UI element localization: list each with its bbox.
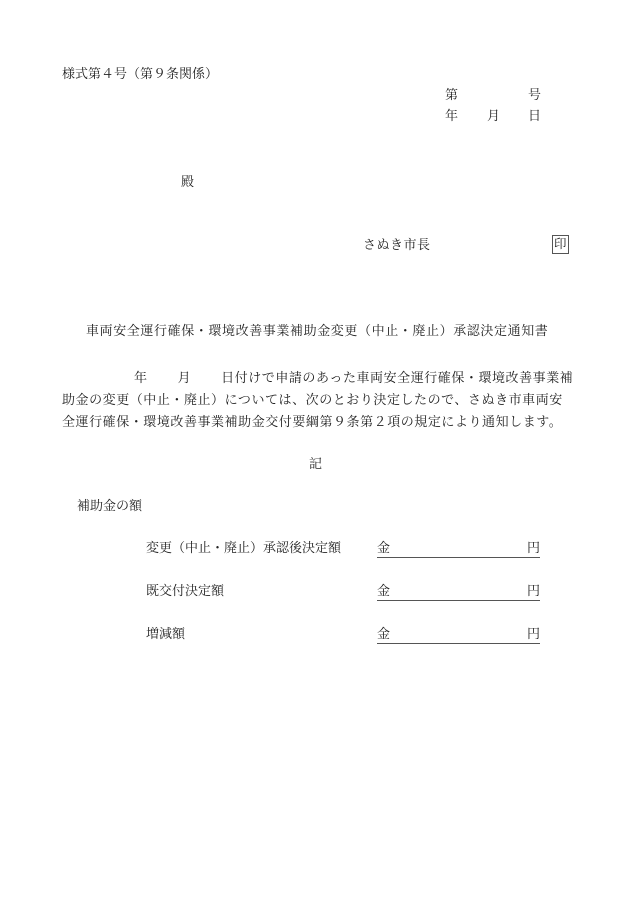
yen-unit: 円	[526, 541, 540, 556]
body-line-2: 助金の変更（中止・廃止）については、次のとおり決定したので、さぬき市車両安	[62, 393, 563, 408]
subsidy-amount-heading: 補助金の額	[77, 499, 143, 514]
body-year-label: 年	[134, 371, 148, 386]
yen-unit: 円	[526, 584, 540, 599]
date-year-label: 年	[445, 109, 459, 124]
seal-mark: 印	[552, 235, 569, 254]
body-line-1-text: 日付けで申請のあった車両安全運行確保・環境改善事業補	[221, 371, 574, 386]
date-month-label: 月	[487, 109, 501, 124]
approved-amount-field[interactable]	[377, 542, 540, 558]
document-title: 車両安全運行確保・環境改善事業補助金変更（中止・廃止）承認決定通知書	[86, 324, 549, 339]
ki-heading: 記	[309, 457, 323, 472]
existing-amount-label: 既交付決定額	[146, 584, 225, 599]
form-number: 様式第４号（第９条関係）	[62, 67, 219, 82]
yen-unit: 円	[526, 627, 540, 642]
date-day-label: 日	[528, 109, 542, 124]
body-line-3: 全運行確保・環境改善事業補助金交付要綱第９条第２項の規定により通知します。	[62, 415, 563, 430]
addressee-honorific: 殿	[181, 175, 195, 190]
document-number-prefix: 第	[445, 88, 459, 103]
body-paragraph	[62, 368, 574, 434]
yen-prefix: 金	[377, 584, 391, 599]
difference-amount-field[interactable]	[377, 628, 540, 644]
approved-amount-label: 変更（中止・廃止）承認後決定額	[146, 541, 342, 556]
yen-prefix: 金	[377, 627, 391, 642]
body-month-label: 月	[177, 371, 192, 386]
document-number-suffix: 号	[528, 88, 542, 103]
yen-prefix: 金	[377, 541, 391, 556]
body-line-1	[62, 368, 574, 390]
issuer-name: さぬき市長	[363, 238, 431, 253]
existing-amount-field[interactable]	[377, 585, 540, 601]
difference-amount-label: 増減額	[146, 627, 186, 642]
